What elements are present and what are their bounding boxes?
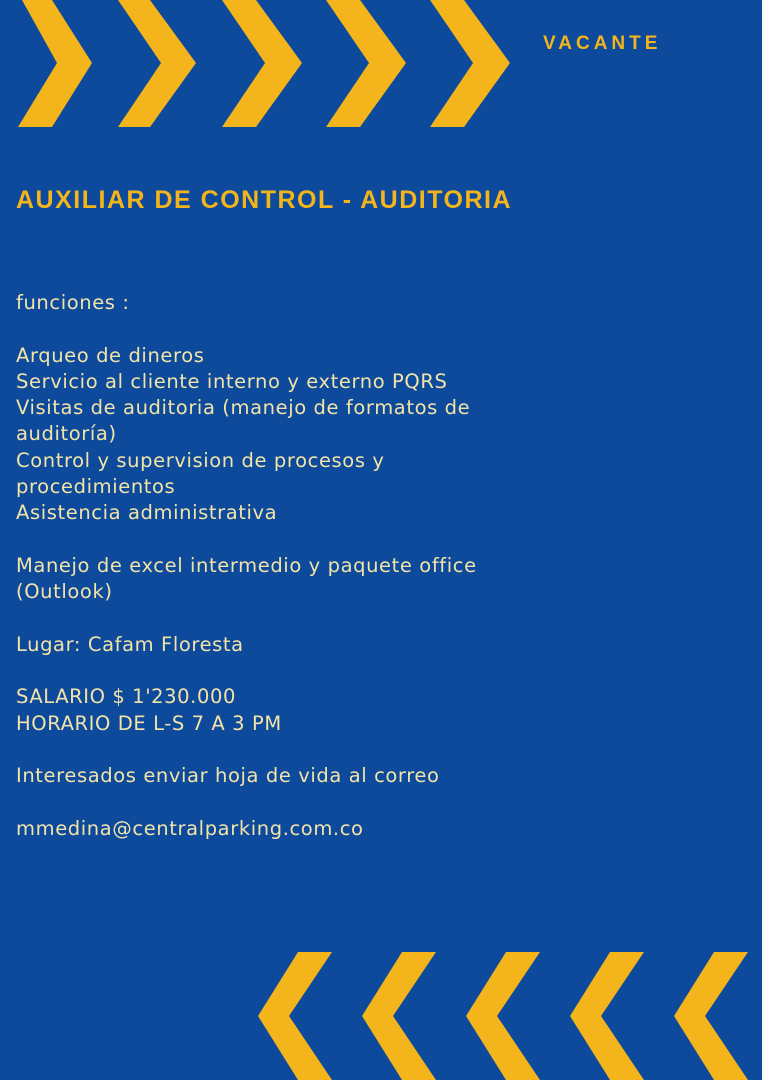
function-item: Visitas de auditoria (manejo de formatos de (16, 396, 471, 420)
skills-line: Manejo de excel intermedio y paquete office (16, 553, 477, 577)
skills-line: (Outlook) (16, 580, 113, 604)
function-item: Servicio al cliente interno y externo PQRS (16, 369, 448, 393)
chevron-left-icon (466, 952, 540, 1080)
chevron-right-icon (18, 0, 92, 127)
chevron-left-icon (362, 952, 436, 1080)
apply-instructions: Interesados enviar hoja de vida al correo (16, 764, 440, 788)
job-description (16, 290, 516, 842)
function-item: Arqueo de dineros (16, 343, 205, 367)
schedule: HORARIO DE L-S 7 A 3 PM (16, 711, 282, 735)
chevron-left-icon (258, 952, 332, 1080)
functions-heading: funciones : (16, 291, 130, 314)
chevron-right-icon (326, 0, 406, 127)
job-title: AUXILIAR DE CONTROL - AUDITORIA (16, 186, 513, 214)
function-item: auditoría) (16, 422, 117, 446)
chevron-left-icon (570, 952, 644, 1080)
chevron-right-icon (118, 0, 196, 127)
chevron-left-icon (674, 952, 748, 1080)
chevron-right-icon (222, 0, 302, 127)
location: Lugar: Cafam Floresta (16, 632, 244, 656)
contact-email[interactable]: mmedina@centralparking.com.co (16, 816, 364, 840)
chevron-right-icons (0, 0, 520, 130)
chevron-left-icons (250, 948, 762, 1080)
salary: SALARIO $ 1'230.000 (16, 685, 236, 709)
chevron-right-icon (430, 0, 510, 127)
vacancy-badge: VACANTE (543, 33, 662, 54)
function-item: procedimientos (16, 475, 176, 499)
function-item: Control y supervision de procesos y (16, 448, 385, 472)
function-item: Asistencia administrativa (16, 501, 278, 525)
